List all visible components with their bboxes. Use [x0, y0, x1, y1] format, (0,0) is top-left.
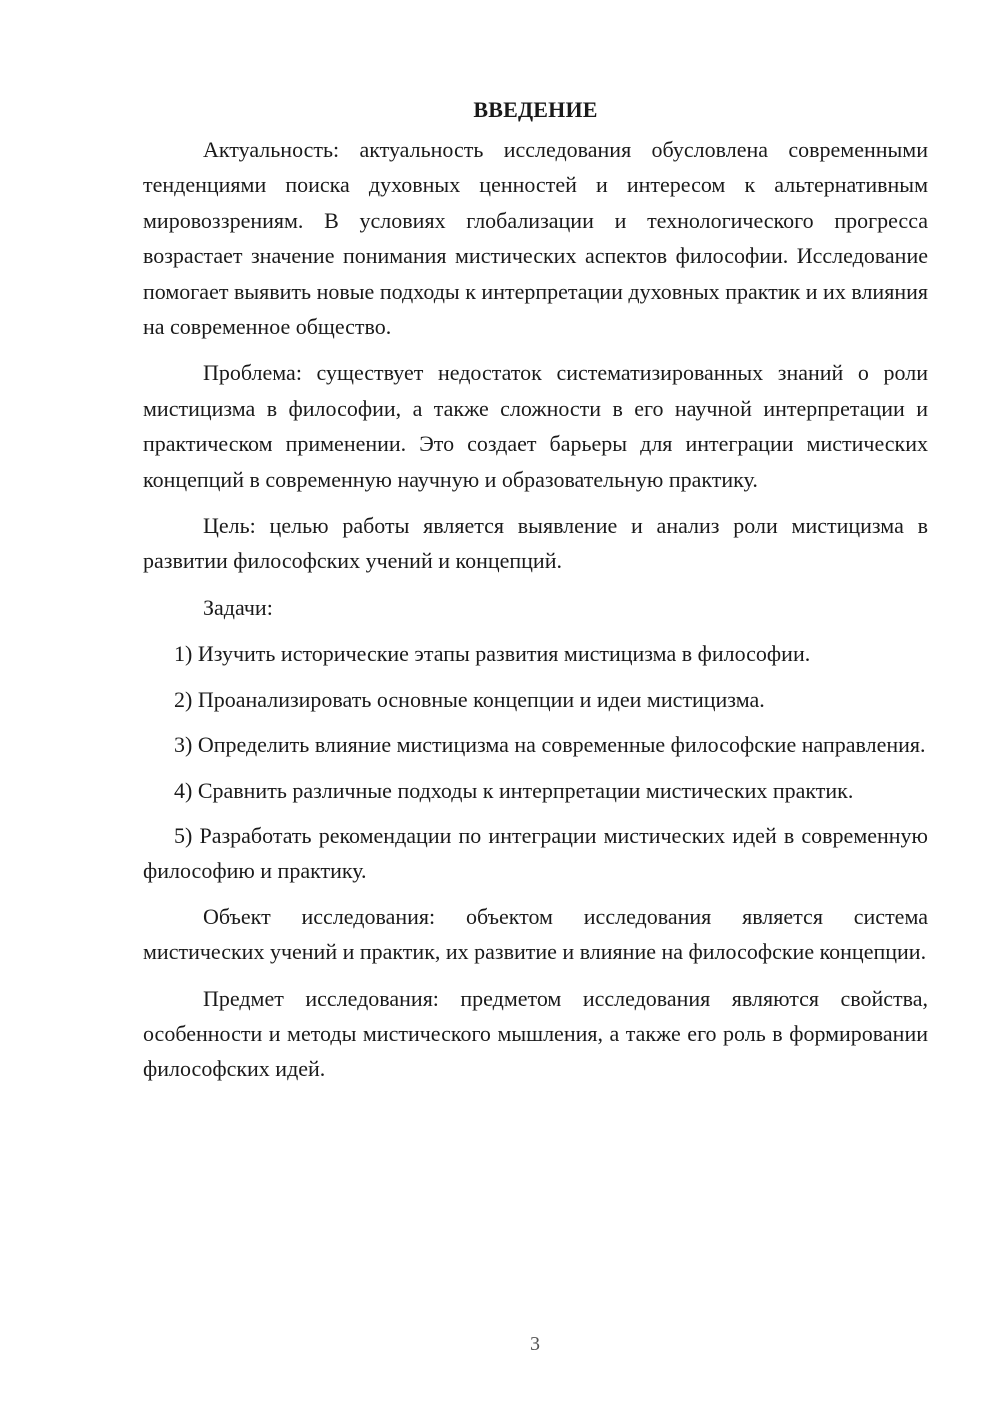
relevance-paragraph: Актуальность: актуальность исследования обусловлена современными тенденциями поиска духовных ценностей и интересом к альтернативным мировоззрениям. В условиях глобализации и технологического прогресса возрастает значение понимания мистических аспектов философии. Исследование помогает выявить новые подходы к интерпретации духовных практик и их влияния на современное общество.	[143, 137, 928, 340]
task-item: 3) Определить влияние мистицизма на современные философские направления.	[174, 732, 926, 758]
subject-paragraph: Предмет исследования: предметом исследования являются свойства, особенности и методы мистического мышления, а также его роль в формировании философских идей.	[143, 985, 928, 1082]
page-number: 3	[530, 1333, 540, 1355]
goal-paragraph: Цель: целью работы является выявление и анализ роли мистицизма в развитии философских учений и концепций.	[143, 513, 928, 574]
section-heading: ВВЕДЕНИЕ	[473, 97, 598, 122]
task-item: 4) Сравнить различные подходы к интерпретации мистических практик.	[174, 777, 854, 803]
task-item: 1) Изучить исторические этапы развития мистицизма в философии.	[174, 641, 811, 667]
object-paragraph: Объект исследования: объектом исследования является система мистических учений и практик, их развитие и влияние на философские концепции.	[143, 903, 928, 965]
task-item: 5) Разработать рекомендации по интеграции мистических идей в современную философию и практику.	[143, 822, 928, 884]
task-item: 2) Проанализировать основные концепции и идеи мистицизма.	[174, 686, 765, 712]
tasks-label: Задачи:	[203, 594, 273, 620]
page-content	[143, 92, 928, 1098]
problem-paragraph: Проблема: существует недостаток систематизированных знаний о роли мистицизма в философии, а также сложности в его научной интерпретации и практическом применении. Это создает барьеры для интеграции мистических концепций в современную научную и образовательную практику.	[143, 360, 928, 492]
